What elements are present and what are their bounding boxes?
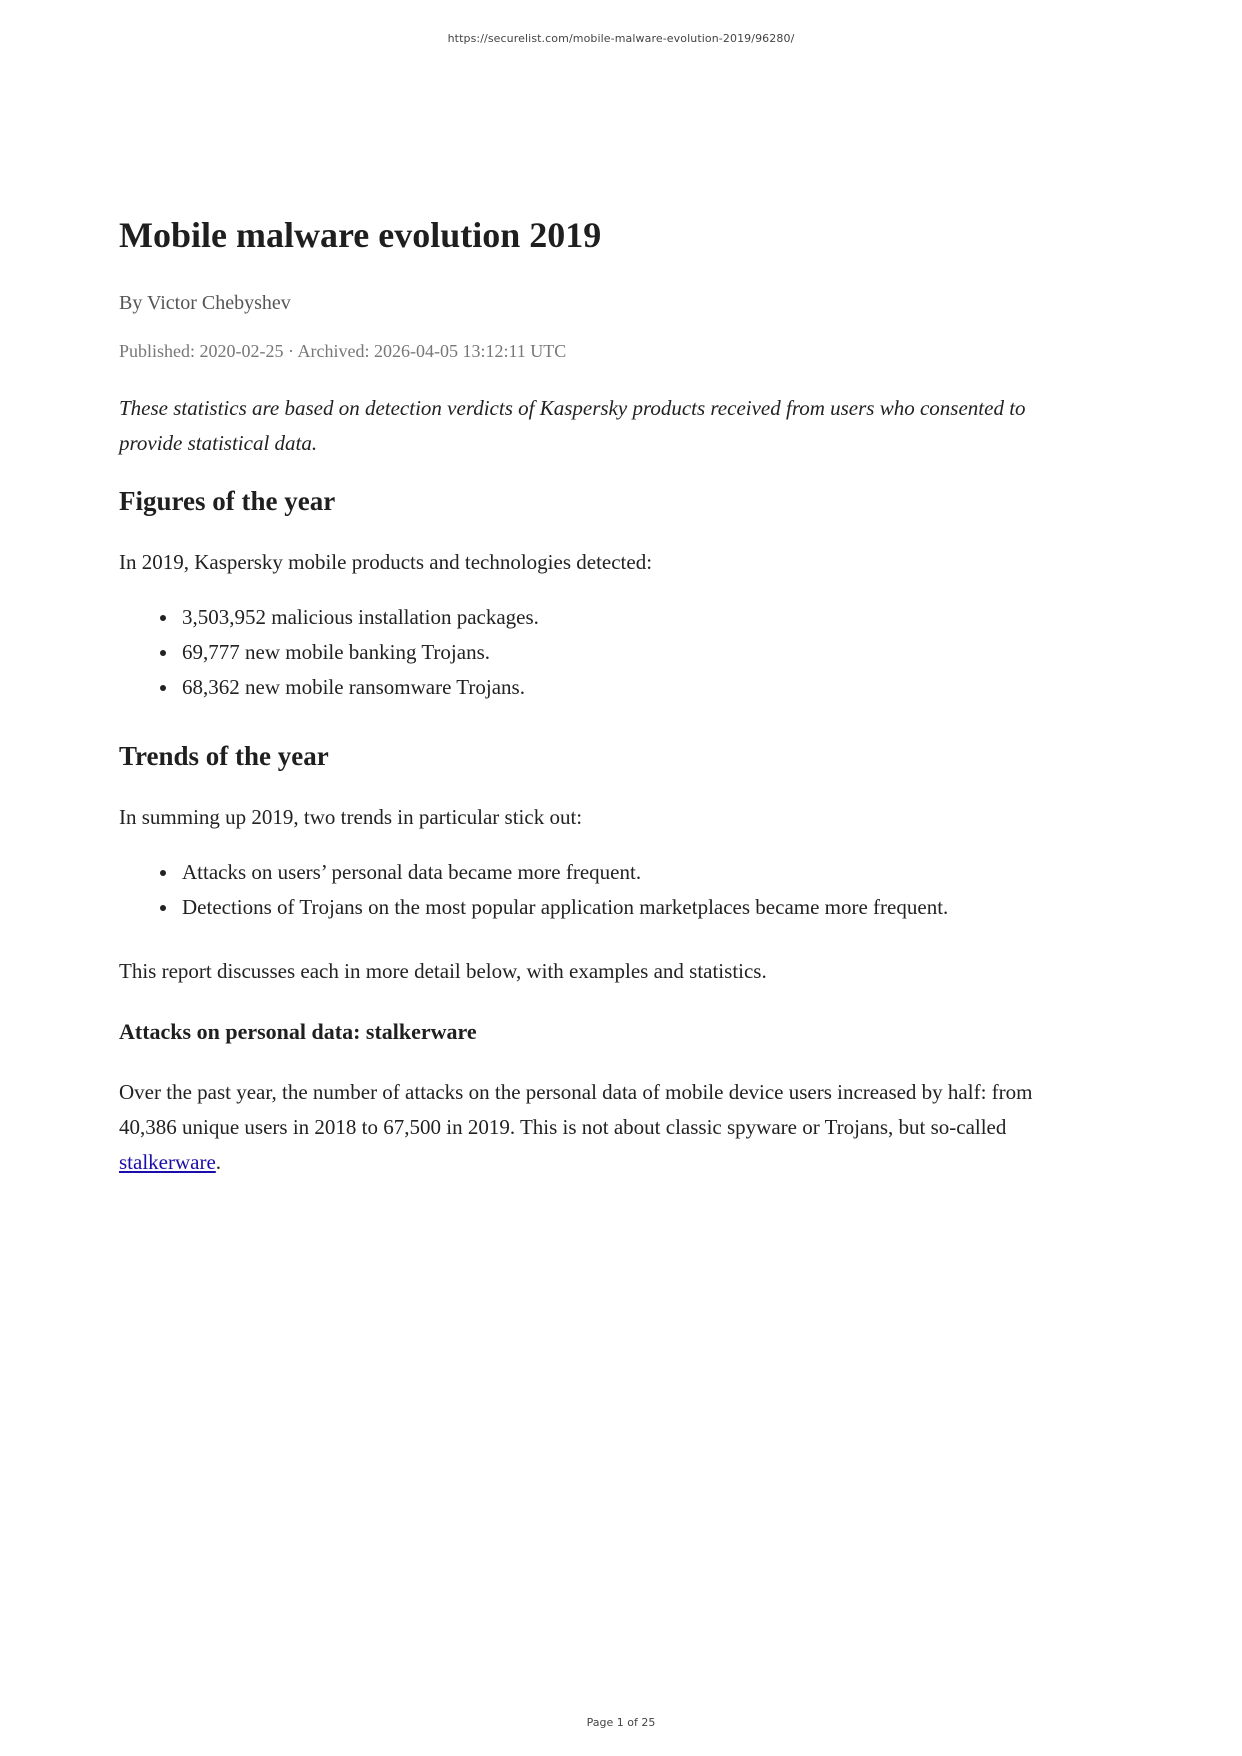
list-item: 69,777 new mobile banking Trojans. <box>119 635 1079 670</box>
list-item: 3,503,952 malicious installation packages. <box>119 600 1079 635</box>
bullet-icon <box>160 905 166 911</box>
trends-summary: This report discusses each in more detail below, with examples and statistics. <box>119 959 767 983</box>
stalkerware-link[interactable]: stalkerware <box>119 1150 216 1174</box>
figures-list <box>119 600 1079 705</box>
publish-meta: Published: 2020-02-25 · Archived: 2026-04-05 13:12:11 UTC <box>119 341 567 361</box>
heading-stalkerware: Attacks on personal data: stalkerware <box>119 1019 477 1044</box>
list-item: Attacks on users’ personal data became more frequent. <box>119 855 1079 890</box>
list-item: 68,362 new mobile ransomware Trojans. <box>119 670 1079 705</box>
page-number: Page 1 of 25 <box>586 1716 656 1729</box>
bullet-icon <box>160 650 166 656</box>
page-url: https://securelist.com/mobile-malware-evolution-2019/96280/ <box>447 32 795 45</box>
figures-lead: In 2019, Kaspersky mobile products and technologies detected: <box>119 550 653 574</box>
author-byline: By Victor Chebyshev <box>119 292 291 314</box>
trends-lead: In summing up 2019, two trends in particular stick out: <box>119 805 583 829</box>
bullet-icon <box>160 615 166 621</box>
intro-note: These statistics are based on detection verdicts of Kaspersky products received from users who consented to provide statistical data. <box>119 396 1026 455</box>
heading-figures: Figures of the year <box>119 486 336 516</box>
page-title: Mobile malware evolution 2019 <box>119 215 602 255</box>
bullet-icon <box>160 685 166 691</box>
bullet-icon <box>160 870 166 876</box>
trends-list <box>119 855 1079 925</box>
stalkerware-paragraph: Over the past year, the number of attacks on the personal data of mobile device users increased by half: from 40,386 unique users in 2018 to 67,500 in 2019. This is not about classic spyware or Trojans, but so-called stalkerware. <box>119 1080 1033 1174</box>
heading-trends: Trends of the year <box>119 741 329 771</box>
list-item: Detections of Trojans on the most popular application marketplaces became more frequent. <box>119 890 1079 925</box>
